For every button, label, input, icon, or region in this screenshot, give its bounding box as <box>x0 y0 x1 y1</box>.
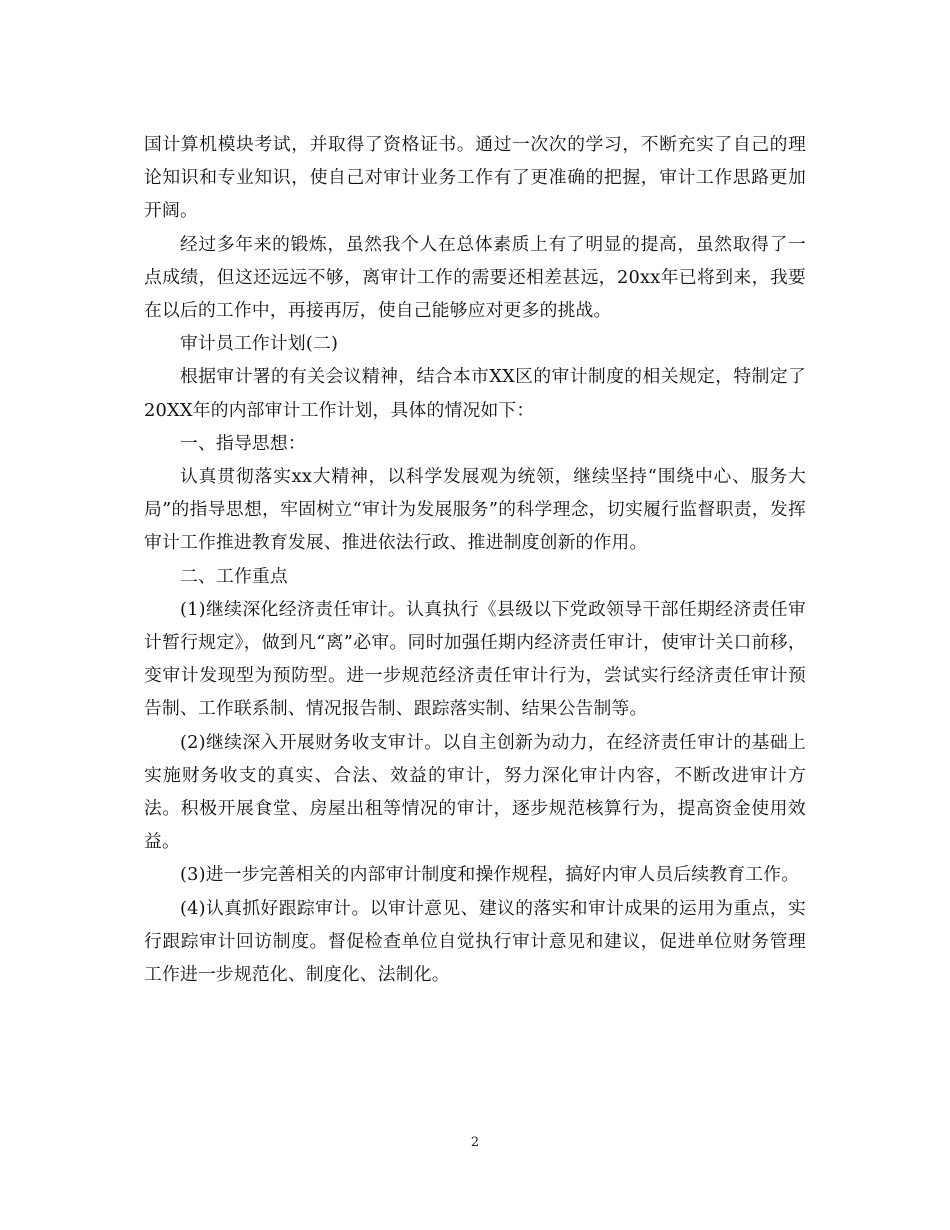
page-number: 2 <box>470 1135 480 1150</box>
paragraph-2: 经过多年来的锻炼，虽然我个人在总体素质上有了明显的提高，虽然取得了一点成绩，但这还远远不够，离审计工作的需要还相差甚远，20xx年已将到来，我要在以后的工作中，再接再厉，使自己能够应对更多的挑战。 <box>144 233 806 322</box>
paragraph-1: 国计算机模块考试，并取得了资格证书。通过一次次的学习，不断充实了自己的理论知识和专业知识，使自己对审计业务工作有了更准确的把握，审计工作思路更加开阔。 <box>144 134 806 222</box>
section-title: 审计员工作计划(二) <box>180 333 339 355</box>
document-body <box>144 128 806 991</box>
list-item-3: (3)进一步完善相关的内部审计制度和操作规程，搞好内审人员后续教育工作。 <box>180 864 800 886</box>
heading-guiding-ideology: 一、指导思想： <box>180 432 306 454</box>
list-item-4: (4)认真抓好跟踪审计。以审计意见、建议的落实和审计成果的运用为重点，实行跟踪审计回访制度。督促检查单位自觉执行审计意见和建议，促进单位财务管理工作进一步规范化、制度化、法制化。 <box>144 897 806 986</box>
heading-work-focus: 二、工作重点 <box>180 565 288 587</box>
paragraph-guiding-ideology: 认真贯彻落实xx大精神，以科学发展观为统领，继续坚持“围绕中心、服务大局”的指导思想，牢固树立“审计为发展服务”的科学理念，切实履行监督职责，发挥审计工作推进教育发展、推进依法行政、推进制度创新的作用。 <box>144 466 806 554</box>
list-item-2: (2)继续深入开展财务收支审计。以自主创新为动力，在经济责任审计的基础上实施财务收支的真实、合法、效益的审计，努力深化审计内容，不断改进审计方法。积极开展食堂、房屋出租等情况的审计，逐步规范核算行为，提高资金使用效益。 <box>144 731 806 853</box>
paragraph-intro: 根据审计署的有关会议精神，结合本市XX区的审计制度的相关规定，特制定了20XX年的内部审计工作计划，具体的情况如下： <box>144 366 806 421</box>
list-item-1: (1)继续深化经济责任审计。认真执行《县级以下党政领导干部任期经济责任审计暂行规定》，做到凡“离”必审。同时加强任期内经济责任审计，使审计关口前移，变审计发现型为预防型。进一步规范经济责任审计行为，尝试实行经济责任审计预告制、工作联系制、情况报告制、跟踪落实制、结果公告制等。 <box>144 598 806 720</box>
